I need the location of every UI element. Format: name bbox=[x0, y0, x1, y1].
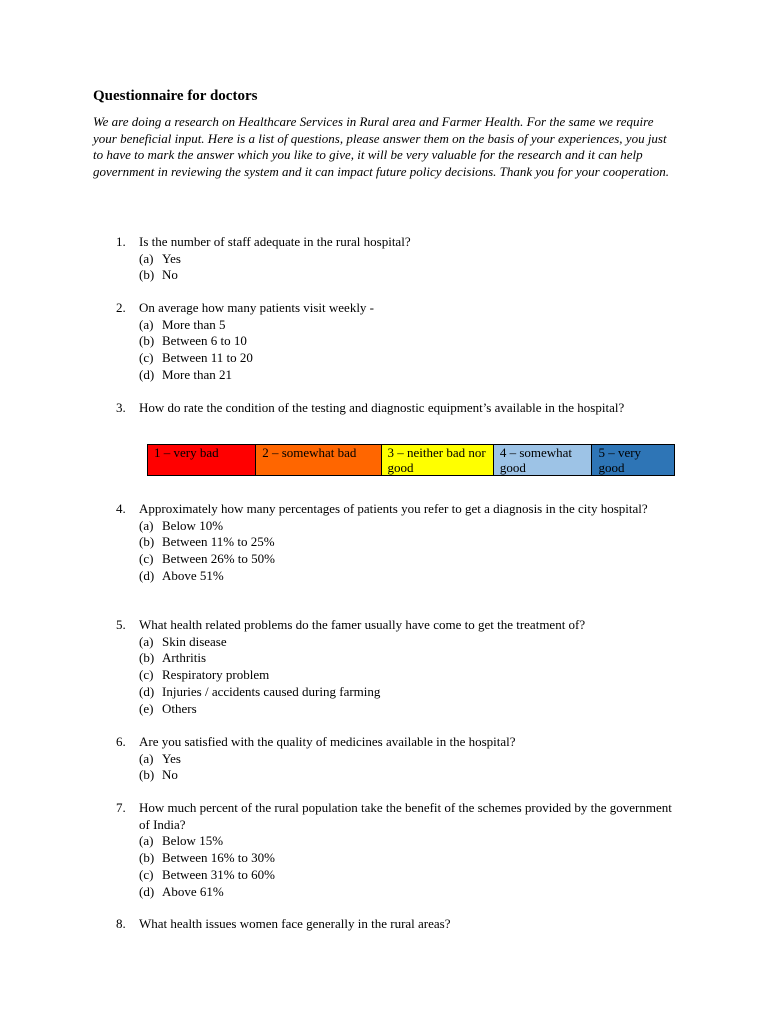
answer-option[interactable] bbox=[116, 551, 676, 568]
question-line bbox=[116, 800, 676, 833]
question-text: What health related problems do the famer usually have come to get the treatment of? bbox=[139, 617, 586, 632]
option-label: (a) bbox=[139, 250, 154, 266]
question-line bbox=[116, 617, 676, 634]
option-label: (b) bbox=[139, 267, 155, 283]
question-text: On average how many patients visit weekly - bbox=[139, 300, 375, 315]
option-text: Skin disease bbox=[162, 633, 227, 649]
option-text: Between 31% to 60% bbox=[162, 866, 276, 882]
answer-option[interactable] bbox=[116, 833, 676, 850]
option-text: Above 61% bbox=[162, 883, 224, 899]
question-line bbox=[116, 501, 676, 518]
answer-option[interactable] bbox=[116, 367, 676, 384]
answer-option[interactable] bbox=[116, 751, 676, 768]
question-text: How do rate the condition of the testing and diagnostic equipment’s available in the hospital? bbox=[139, 400, 625, 415]
answer-option[interactable] bbox=[116, 350, 676, 367]
rating-label: 4 – somewhat good bbox=[499, 445, 573, 475]
rating-label: 2 – somewhat bad bbox=[262, 445, 357, 460]
option-label: (b) bbox=[139, 650, 155, 666]
rating-scale-row bbox=[148, 445, 675, 476]
answer-option[interactable] bbox=[116, 317, 676, 334]
option-label: (a) bbox=[139, 517, 154, 533]
option-label: (d) bbox=[139, 567, 155, 583]
question-line bbox=[116, 734, 676, 751]
option-label: (a) bbox=[139, 750, 154, 766]
option-text: Yes bbox=[162, 250, 181, 266]
option-text: Arthritis bbox=[162, 650, 207, 666]
question-text: Is the number of staff adequate in the rural hospital? bbox=[139, 234, 411, 249]
option-text: Between 11% to 25% bbox=[162, 534, 275, 550]
answer-option[interactable] bbox=[116, 767, 676, 784]
option-label: (d) bbox=[139, 883, 155, 899]
question-line bbox=[116, 400, 676, 417]
question-1 bbox=[116, 234, 676, 284]
rating-cell-4[interactable] bbox=[493, 445, 592, 476]
option-label: (c) bbox=[139, 667, 154, 683]
answer-option[interactable] bbox=[116, 867, 676, 884]
page-title: Questionnaire for doctors bbox=[93, 88, 258, 104]
question-3 bbox=[116, 400, 676, 417]
question-number: 6. bbox=[116, 734, 126, 749]
question-2 bbox=[116, 300, 676, 384]
option-text: No bbox=[162, 767, 178, 783]
option-label: (d) bbox=[139, 366, 155, 382]
option-text: No bbox=[162, 267, 178, 283]
option-label: (c) bbox=[139, 866, 154, 882]
option-text: Between 6 to 10 bbox=[162, 333, 247, 349]
answer-option[interactable] bbox=[116, 850, 676, 867]
question-number: 5. bbox=[116, 617, 126, 632]
answer-option[interactable] bbox=[116, 884, 676, 901]
question-7 bbox=[116, 800, 676, 900]
question-number: 3. bbox=[116, 400, 126, 415]
question-5 bbox=[116, 617, 676, 717]
question-number: 4. bbox=[116, 501, 126, 516]
answer-option[interactable] bbox=[116, 634, 676, 651]
answer-option[interactable] bbox=[116, 684, 676, 701]
option-text: Above 51% bbox=[162, 567, 224, 583]
intro-paragraph: We are doing a research on Healthcare Services in Rural area and Farmer Health. For the same we require your beneficial input. Here is a list of questions, please answer them on the basis of your experiences, you just to have to mark the answer which you like to give, it will be very valuable for the research and it can help government in reviewing the system and it can impact future policy decisions. Thank you for your cooperation. bbox=[93, 114, 669, 180]
answer-option[interactable] bbox=[116, 267, 676, 284]
answer-option[interactable] bbox=[116, 534, 676, 551]
option-label: (b) bbox=[139, 767, 155, 783]
answer-option[interactable] bbox=[116, 650, 676, 667]
question-number: 2. bbox=[116, 300, 126, 315]
option-label: (b) bbox=[139, 850, 155, 866]
option-label: (b) bbox=[139, 534, 155, 550]
rating-cell-2[interactable] bbox=[256, 445, 381, 476]
answer-option[interactable] bbox=[116, 568, 676, 585]
question-4 bbox=[116, 501, 676, 585]
question-8 bbox=[116, 916, 676, 933]
option-text: More than 5 bbox=[162, 316, 226, 332]
option-text: Below 15% bbox=[162, 833, 224, 849]
question-text: How much percent of the rural population take the benefit of the schemes provided by the government of India? bbox=[139, 800, 672, 832]
question-line bbox=[116, 234, 676, 251]
option-text: Between 16% to 30% bbox=[162, 850, 276, 866]
question-text: Approximately how many percentages of patients you refer to get a diagnosis in the city hospital? bbox=[139, 501, 648, 516]
option-text: Yes bbox=[162, 750, 181, 766]
option-label: (e) bbox=[139, 700, 154, 716]
option-label: (d) bbox=[139, 683, 155, 699]
answer-option[interactable] bbox=[116, 667, 676, 684]
option-text: Below 10% bbox=[162, 517, 224, 533]
rating-label: 1 – very bad bbox=[154, 445, 219, 460]
option-text: More than 21 bbox=[162, 366, 233, 382]
answer-option[interactable] bbox=[116, 333, 676, 350]
option-label: (a) bbox=[139, 316, 154, 332]
option-text: Between 26% to 50% bbox=[162, 551, 276, 567]
question-number: 1. bbox=[116, 234, 126, 249]
option-label: (a) bbox=[139, 833, 154, 849]
option-label: (b) bbox=[139, 333, 155, 349]
rating-label: 5 – very good bbox=[598, 445, 642, 475]
question-text: What health issues women face generally in the rural areas? bbox=[139, 916, 451, 931]
question-line bbox=[116, 300, 676, 317]
option-text: Injuries / accidents caused during farming bbox=[162, 683, 381, 699]
answer-option[interactable] bbox=[116, 518, 676, 535]
option-text: Others bbox=[162, 700, 197, 716]
question-line bbox=[116, 916, 676, 933]
question-6 bbox=[116, 734, 676, 784]
rating-cell-1[interactable] bbox=[148, 445, 256, 476]
rating-scale-table bbox=[147, 444, 675, 476]
question-number: 8. bbox=[116, 916, 126, 931]
rating-cell-3[interactable] bbox=[381, 445, 493, 476]
option-label: (c) bbox=[139, 350, 154, 366]
rating-label: 3 – neither bad nor good bbox=[387, 445, 486, 475]
question-text: Are you satisfied with the quality of medicines available in the hospital? bbox=[139, 734, 516, 749]
option-label: (a) bbox=[139, 633, 154, 649]
option-text: Between 11 to 20 bbox=[162, 350, 253, 366]
question-number: 7. bbox=[116, 800, 126, 815]
option-label: (c) bbox=[139, 551, 154, 567]
answer-option[interactable] bbox=[116, 701, 676, 718]
option-text: Respiratory problem bbox=[162, 667, 270, 683]
rating-cell-5[interactable] bbox=[592, 445, 675, 476]
answer-option[interactable] bbox=[116, 251, 676, 268]
